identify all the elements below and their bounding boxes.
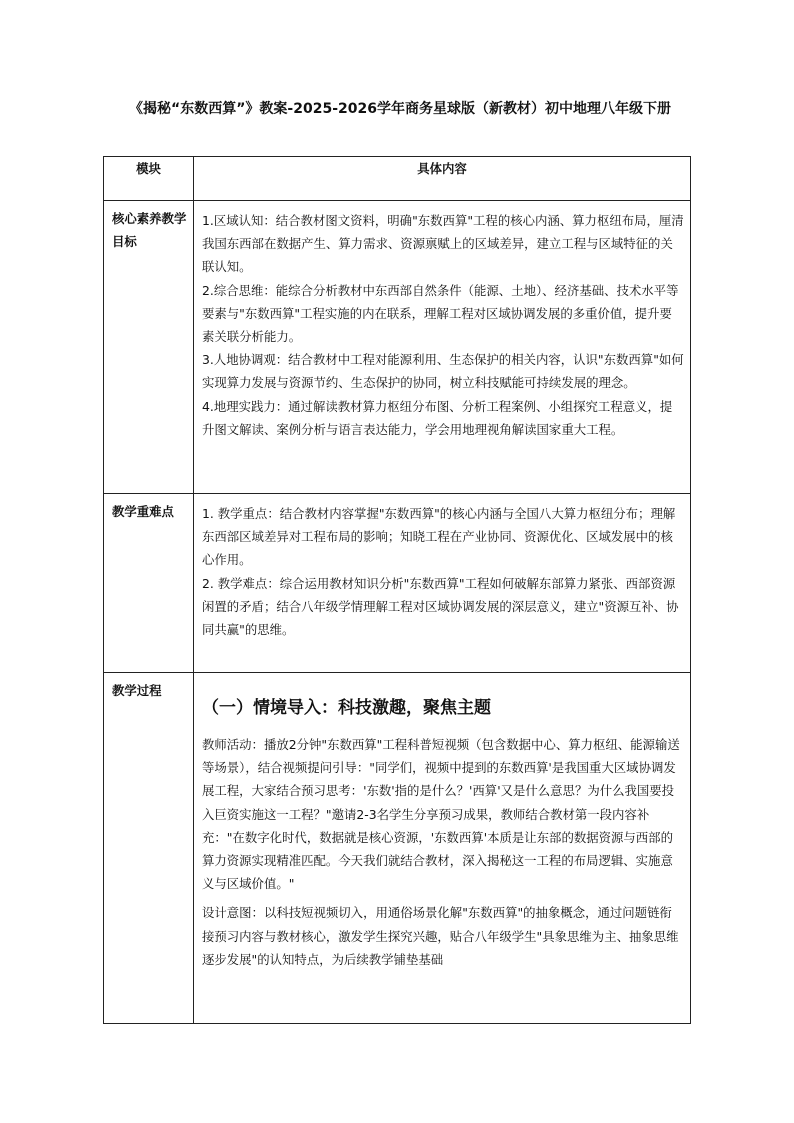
table-row [104, 494, 691, 673]
header-module: 模块 [104, 157, 194, 201]
content-cell-process [194, 673, 691, 1024]
module-cell-objectives: 核心素养教学目标 [104, 201, 194, 494]
process-paragraph: 教师活动：播放2分钟"东数西算"工程科普短视频（包含数据中心、算力枢纽、能源输送等场景），结合视频提问引导："同学们，视频中提到的东数西算'是我国重大区域协调发展工程，大家结合预习思考：'东数'指的是什么？'西算'又是什么意思？为什么我国要投入巨资实施这一工程？"邀请2-3名学生分享预习成果，教师结合教材第一段内容补充："在数字化时代，数据就是核心资源，'东数西算'本质是让东部的数据资源与西部的算力资源实现精准匹配。今天我们就结合教材，深入揭秘这一工程的布局逻辑、实施意义与区域价值。" [202, 737, 680, 892]
objective-paragraph: 4.地理实践力：通过解读教材算力枢纽分布图、分析工程案例、小组探究工程意义，提升图文解读、案例分析与语言表达能力，学会用地理视角解读国家重大工程。 [202, 398, 673, 437]
objective-paragraph: 1.区域认知：结合教材图文资料，明确"东数西算"工程的核心内涵、算力枢纽布局，厘清我国东西部在数据产生、算力需求、资源禀赋上的区域差异，建立工程与区域特征的关联认知。 [202, 213, 684, 275]
document-title: 《揭秘“东数西算”》教案-2025-2026学年商务星球版（新教材）初中地理八年级下册 [129, 101, 671, 117]
objective-paragraph: 2.综合思维：能综合分析教材中东西部自然条件（能源、土地）、经济基础、技术水平等要素与"东数西算"工程实施的内在联系，理解工程对区域协调发展的多重价值，提升要素关联分析能力。 [202, 282, 679, 345]
table-row [104, 673, 691, 1024]
key-point-paragraph: 1. 教学重点：结合教材内容掌握"东数西算"的核心内涵与全国八大算力枢纽分布；理解东西部区域差异对工程布局的影响；知晓工程在产业协同、资源优化、区域发展中的核心作用。 [202, 506, 676, 568]
table-row [104, 201, 691, 494]
objective-paragraph: 3.人地协调观：结合教材中工程对能源利用、生态保护的相关内容，认识"东数西算"如何实现算力发展与资源节约、生态保护的协同，树立科技赋能可持续发展的理念。 [202, 352, 684, 391]
module-cell-process: 教学过程 [104, 673, 194, 1024]
design-intent-paragraph: 设计意图：以科技短视频切入，用通俗场景化解"东数西算"的抽象概念，通过问题链衔接预习内容与教材核心，激发学生探究兴趣，贴合八年级学生"具象思维为主、抽象思维逐步发展"的认知特点，为后续教学铺垫基础 [202, 905, 679, 967]
header-content: 具体内容 [194, 157, 691, 201]
lesson-plan-table [103, 156, 691, 1024]
content-cell-objectives [194, 201, 691, 494]
table-header-row [104, 157, 691, 201]
content-cell-key-points [194, 494, 691, 673]
module-cell-key-points: 教学重难点 [104, 494, 194, 673]
section-heading: （一）情境导入：科技激趣，聚焦主题 [202, 698, 491, 718]
key-point-paragraph: 2. 教学难点：综合运用教材知识分析"东数西算"工程如何破解东部算力紧张、西部资源闲置的矛盾；结合八年级学情理解工程对区域协调发展的深层意义，建立"资源互补、协同共赢"的思维。 [202, 575, 679, 638]
